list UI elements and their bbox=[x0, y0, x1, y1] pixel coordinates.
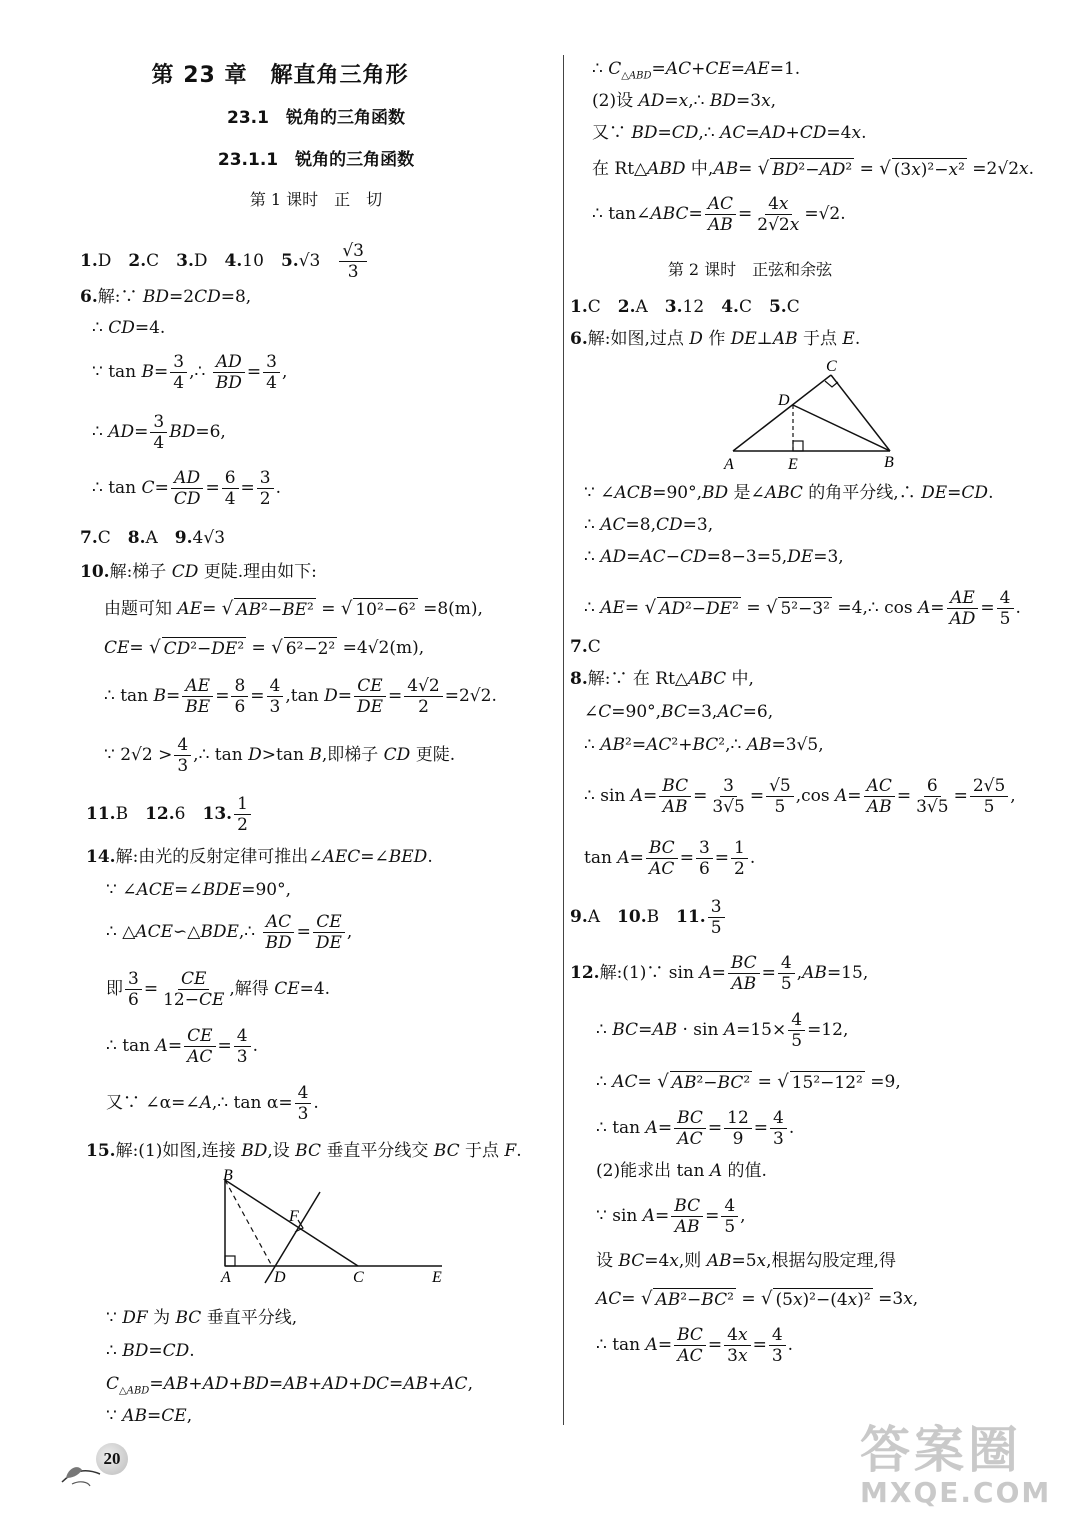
q12-line3: ∴ AC= √ AB²−BC² = √ 15²−12² =9, bbox=[596, 1071, 901, 1093]
q6b-line3: ∴ AC=8,CD=3, bbox=[584, 515, 714, 535]
q10-line5: ∵ 2√2 > $\frac{4}{3}$ ,∴ tan D>tan B,即梯子 CD 更陡. bbox=[104, 735, 456, 776]
answers-1-5: 1.D 2.C 3.D 4.10 5.√3 $\frac{√3}{3}$ bbox=[80, 241, 369, 282]
q6b-line2: ∵ ∠ACB=90°,BD 是∠ABC 的角平分线,∴ DE=CD. bbox=[584, 483, 994, 503]
fig1-label-F: F bbox=[289, 1208, 299, 1225]
q10-line1: 10.解:梯子 CD 更陡.理由如下: bbox=[80, 562, 317, 582]
section-title: 23.1 锐角的三角函数 bbox=[227, 108, 405, 128]
q8b-line5: tan A= $\frac{BC}{AC}$ = $\frac{3}{6}$ = $\frac{1}{2}$ . bbox=[584, 838, 756, 879]
q6b-line1: 6.解:如图,过点 D 作 DE⊥AB 于点 E. bbox=[570, 329, 861, 349]
lesson1-title: 第 1 课时 正 切 bbox=[249, 190, 383, 209]
q14-line1: 14.解:由光的反射定律可推出∠AEC=∠BED. bbox=[86, 847, 433, 867]
watermark bbox=[860, 1410, 1051, 1509]
q15-line5: ∵ AB=CE, bbox=[106, 1406, 193, 1426]
q6-line1: 6.解:∵ BD=2CD=8, bbox=[80, 287, 252, 307]
column-divider bbox=[563, 55, 564, 1425]
q8b-line4: ∴ sin A= $\frac{BC}{AB}$ = $\frac{3}{3√5}$ = $\frac{√5}{5}$ ,cos A= $\frac{AC}{AB}$ = $\frac{6}{3√5}$ = $\frac{2√5}{5}$ , bbox=[584, 776, 1016, 817]
q15-line1: 15.解:(1)如图,连接 BD,设 BC 垂直平分线交 BC 于点 F. bbox=[86, 1141, 522, 1161]
fig1-label-C: C bbox=[353, 1269, 364, 1286]
q8b-line1: 8.解:∵ 在 Rt△ABC 中, bbox=[570, 669, 754, 689]
q15-line8: 又∵ BD=CD,∴ AC=AD+CD=4x. bbox=[592, 123, 867, 143]
q14-line4: 即 $\frac{3}{6}$ = $\frac{CE}{12-CE}$ ,解得 CE=4. bbox=[106, 969, 331, 1010]
fig2-label-A: A bbox=[724, 456, 734, 473]
q15-line3: ∴ BD=CD. bbox=[106, 1341, 195, 1361]
q15-line2: ∵ DF 为 BC 垂直平分线, bbox=[106, 1308, 298, 1328]
q6-line4: ∴ AD= $\frac{3}{4}$ BD=6, bbox=[92, 412, 226, 453]
q14-line6: 又∵ ∠α=∠A,∴ tan α= $\frac{4}{3}$ . bbox=[106, 1083, 319, 1124]
answers-r-1-5: 1.C 2.A 3.12 4.C 5.C bbox=[570, 297, 800, 317]
q6b-line4: ∴ AD=AC−CD=8−3=5,DE=3, bbox=[584, 547, 844, 567]
answer-r-7: 7.C bbox=[570, 637, 601, 657]
answers-7-9: 7.C 8.A 9.4√3 bbox=[80, 528, 226, 548]
page-number: 20 bbox=[96, 1443, 128, 1475]
q6-line3: ∵ tan B= $\frac{3}{4}$ ,∴ $\frac{AD}{BD}$ = $\frac{3}{4}$ , bbox=[92, 352, 288, 393]
q8b-line3: ∴ AB²=AC²+BC²,∴ AB=3√5, bbox=[584, 735, 824, 755]
fig1-label-B: B bbox=[223, 1168, 233, 1184]
q8b-line2: ∠C=90°,BC=3,AC=6, bbox=[584, 702, 774, 722]
q12-line7: 设 BC=4x,则 AB=5x,根据勾股定理,得 bbox=[596, 1251, 896, 1271]
figure-q15 bbox=[210, 1168, 460, 1293]
watermark-line1: 答案圈 bbox=[860, 1421, 1022, 1479]
q6-line5: ∴ tan C= $\frac{AD}{CD}$ = $\frac{6}{4}$ = $\frac{3}{2}$ . bbox=[92, 468, 282, 509]
q12-line5: (2)能求出 tan A 的值. bbox=[596, 1161, 767, 1181]
figure-q6b bbox=[718, 353, 908, 475]
q6-line2: ∴ CD=4. bbox=[92, 318, 166, 338]
q12-line8: AC= √ AB²−BC² = √ (5x)²−(4x)² =3x, bbox=[596, 1288, 919, 1310]
q12-line1: 12.解:(1)∵ sin A= $\frac{BC}{AB}$ = $\frac{4}{5}$ ,AB=15, bbox=[570, 953, 869, 994]
fig2-label-D: D bbox=[778, 392, 790, 409]
q14-line3: ∴ △ACE∽△BDE,∴ $\frac{AC}{BD}$ = $\frac{CE}{DE}$ , bbox=[106, 912, 353, 953]
answers-r-9-11: 9.A 10.B 11. $\frac{3}{5}$ bbox=[570, 897, 727, 938]
q6b-line5: ∴ AE= √ AD²−DE² = √ 5²−3² =4,∴ cos A= $\frac{AE}{AD}$ = $\frac{4}{5}$ . bbox=[584, 588, 1021, 629]
watermark-line2: MXQE.COM bbox=[860, 1476, 1052, 1509]
q12-line2: ∴ BC=AB · sin A=15× $\frac{4}{5}$ =12, bbox=[596, 1010, 849, 1051]
q15-line9: 在 Rt△ABD 中,AB= √ BD²−AD² = √ (3x)²−x² =2√2x. bbox=[592, 158, 1035, 180]
answers-11-13: 11.B 12.6 13. $\frac{1}{2}$ bbox=[86, 794, 253, 835]
q12-line6: ∵ sin A= $\frac{BC}{AB}$ = $\frac{4}{5}$ , bbox=[596, 1196, 746, 1237]
q10-line4: ∴ tan B= $\frac{AE}{BE}$ = $\frac{8}{6}$ = $\frac{4}{3}$ ,tan D= $\frac{CE}{DE}$ = $\frac{4√2}{2}$ =2√2. bbox=[104, 676, 497, 717]
fig1-label-D: D bbox=[274, 1269, 286, 1286]
q10-line3: CE= √ CD²−DE² = √ 6²−2² =4√2(m), bbox=[104, 637, 425, 659]
fig2-label-B: B bbox=[884, 454, 894, 471]
fig2-label-C: C bbox=[826, 358, 837, 375]
q12-line4: ∴ tan A= $\frac{BC}{AC}$ = $\frac{12}{9}$ = $\frac{4}{3}$ . bbox=[596, 1108, 795, 1149]
q15-line6: ∴ $C_{\triangle ABD}=AC+CE=AE=1$. bbox=[592, 59, 801, 82]
q15-line4: $C_{\triangle ABD}=AB+AD+BD=AB+AD+DC=AB+AC$, bbox=[106, 1374, 473, 1397]
fig1-label-E: E bbox=[432, 1269, 442, 1286]
lesson2-title: 第 2 课时 正弦和余弦 bbox=[667, 260, 833, 279]
subsection-title: 23.1.1 锐角的三角函数 bbox=[217, 150, 415, 170]
q10-line2: 由题可知 AE= √ AB²−BE² = √ 10²−6² =8(m), bbox=[104, 598, 483, 620]
q15-line7: (2)设 AD=x,∴ BD=3x, bbox=[592, 91, 777, 111]
q14-line5: ∴ tan A= $\frac{CE}{AC}$ = $\frac{4}{3}$ . bbox=[106, 1026, 258, 1067]
q15-line10: ∴ tan∠ABC= $\frac{AC}{AB}$ = $\frac{4x}{2√2x}$ =√2. bbox=[592, 194, 846, 235]
q14-line2: ∵ ∠ACE=∠BDE=90°, bbox=[106, 880, 291, 900]
chapter-title: 第 23 章 解直角三角形 bbox=[151, 63, 409, 88]
q12-line9: ∴ tan A= $\frac{BC}{AC}$ = $\frac{4x}{3x}$ = $\frac{4}{3}$ . bbox=[596, 1325, 794, 1366]
fig1-label-A: A bbox=[221, 1269, 231, 1286]
fig2-label-E: E bbox=[788, 456, 798, 473]
